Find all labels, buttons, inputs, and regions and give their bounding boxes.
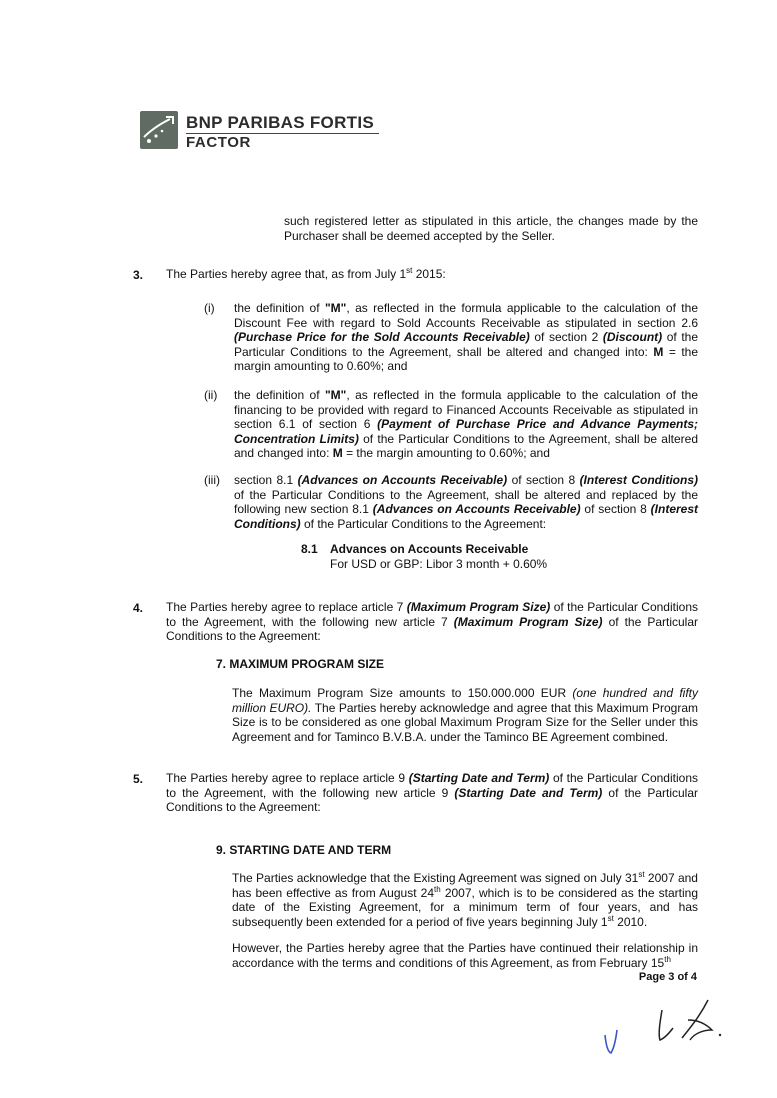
clause-ii-marker: (ii) [204, 388, 218, 402]
section-5-text: The Parties hereby agree to replace article 9 (Starting Date and Term) of the Particular Conditions to the Agreement, with the following new article 9 (Starting Date and Term) of the Particular Conditions to the Agreement: [166, 771, 699, 815]
handwritten-initials-signature [590, 990, 740, 1070]
bnp-logo-icon [140, 111, 178, 149]
clause-iii-marker: (iii) [204, 473, 220, 487]
subsection-8-1-title: Advances on Accounts Receivable [330, 542, 529, 556]
brand-subname: FACTOR [186, 134, 251, 151]
clause-i-marker: (i) [204, 301, 215, 315]
section-3-lead: The Parties hereby agree that, as from July 1st 2015: [166, 266, 446, 281]
section-5-number: 5. [133, 772, 144, 786]
article-7-heading: 7. MAXIMUM PROGRAM SIZE [216, 657, 385, 671]
section-4-text: The Parties hereby agree to replace article 7 (Maximum Program Size) of the Particular Conditions to the Agreement, with the following new article 7 (Maximum Program Size) of the Particular Conditions to the Agreement: [166, 600, 698, 644]
intro-paragraph: such registered letter as stipulated in this article, the changes made by the Purchaser shall be deemed accepted by the Seller. [284, 214, 698, 243]
section-4-number: 4. [133, 601, 144, 615]
section-3-number: 3. [133, 268, 144, 282]
subsection-8-1-number: 8.1 [301, 542, 318, 556]
page-number: Page 3 of 4 [638, 971, 697, 983]
clause-ii-text: the definition of "M", as reflected in the formula applicable to the calculation of the financing to be provided with regard to Financed Accounts Receivable as stipulated in section 6.1 of section 6 (Payment of Purchase Price and Advance Payments; Concentration Limits) of the Particular Conditions to the Agreement, shall be altered and changed into: M = the margin amounting to 0.60%; and [234, 388, 699, 461]
article-9-body-2: However, the Parties hereby agree that the Parties have continued their relationship in accordance with the terms and conditions of this Agreement, as from February 15th [232, 941, 698, 970]
article-9-body-1: The Parties acknowledge that the Existing Agreement was signed on July 31st 2007 and has been effective as from August 24th 2007, which is to be considered as the starting date of the Existing Agreement, for a minimum term of four years, and has subsequently been extended for a period of five years beginning July 1st 2010. [232, 870, 698, 929]
clause-i-text: the definition of "M", as reflected in the formula applicable to the calculation of the Discount Fee with regard to Sold Accounts Receivable as stipulated in section 2.6 (Purchase Price for the Sold Accounts Receivable) of section 2 (Discount) of the Particular Conditions to the Agreement, shall be altered and changed into: M = the margin amounting to 0.60%; and [234, 301, 699, 374]
clause-iii-text: section 8.1 (Advances on Accounts Receivable) of section 8 (Interest Conditions) of the Particular Conditions to the Agreement, shall be altered and replaced by the following new section 8.1 (Advances on Accounts Receivable) of section 8 (Interest Conditions) of the Particular Conditions to the Agreement: [234, 473, 698, 531]
article-9-heading: 9. STARTING DATE AND TERM [216, 843, 392, 857]
article-7-body: The Maximum Program Size amounts to 150.000.000 EUR (one hundred and fifty million EURO). The Parties hereby acknowledge and agree that this Maximum Program Size is to be considered as one global Maximum Program Size for the Seller under this Agreement and for Taminco B.V.B.A. under the Taminco BE Agreement combined. [232, 686, 699, 744]
brand-name: BNP PARIBAS FORTIS [186, 113, 375, 132]
subsection-8-1-rate: For USD or GBP: Libor 3 month + 0.60% [330, 557, 548, 571]
